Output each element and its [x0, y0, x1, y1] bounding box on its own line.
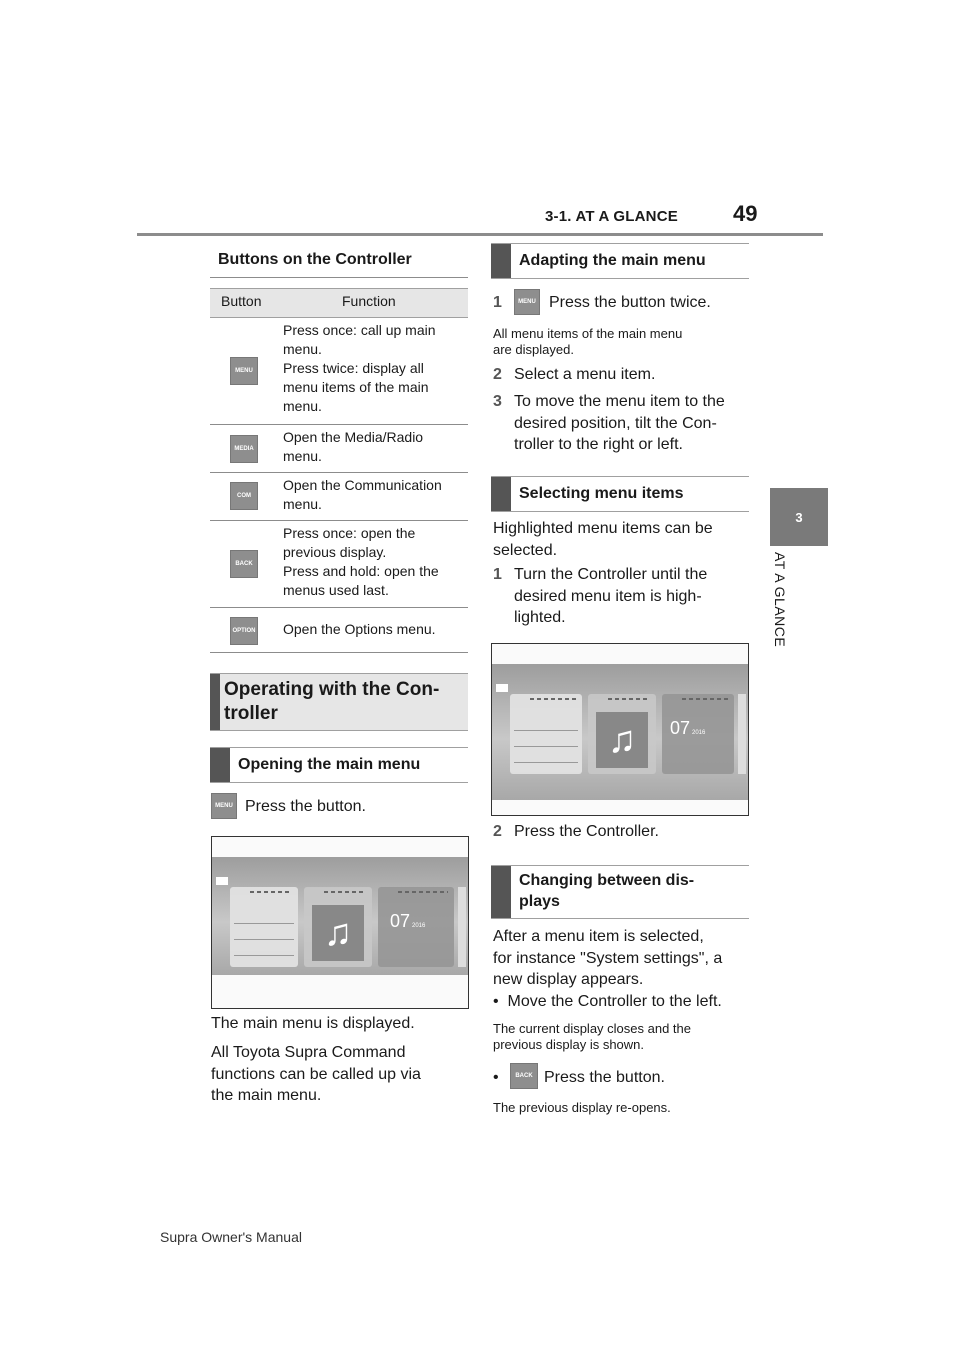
heading-bar: [491, 477, 511, 511]
selecting-intro: Highlighted menu items can be selected.: [493, 520, 713, 559]
adapting-heading: [491, 243, 749, 279]
bullet-note: The current display closes and the previous display is shown.: [493, 1021, 691, 1052]
step-number: 2: [493, 823, 502, 840]
column-header-function: Function: [342, 293, 396, 309]
section-rule: [210, 277, 468, 278]
table-cell-function: Open the Options menu.: [283, 621, 436, 637]
date-year: 2016: [692, 730, 706, 736]
menu-button-icon: MENU: [514, 289, 540, 315]
step-text: Press the button twice.: [549, 294, 711, 311]
back-button-icon: BACK: [230, 550, 258, 578]
opening-title: Opening the main menu: [238, 756, 421, 773]
table-cell-function: Press once: call up main menu. Press twice: display all menu items of the main menu.: [283, 322, 436, 414]
step-number: 1: [493, 566, 502, 583]
heading-bar: [491, 244, 511, 278]
row-divider: [210, 607, 468, 608]
music-note-icon: ♫: [596, 712, 648, 768]
step-number: 2: [493, 366, 502, 383]
date-day: 07: [390, 911, 411, 931]
main-menu-displayed-text: The main menu is displayed.: [211, 1015, 415, 1032]
heading-bar: [491, 866, 511, 918]
bullet-item: • Move the Controller to the left.: [493, 993, 722, 1010]
buttons-section-title: Buttons on the Controller: [218, 251, 412, 268]
row-divider: [210, 424, 468, 425]
step-number: 3: [493, 393, 502, 410]
row-divider: [210, 520, 468, 521]
footer-text: Supra Owner's Manual: [160, 1229, 302, 1245]
selecting-title: Selecting menu items: [519, 485, 684, 502]
com-button-icon: COM: [230, 482, 258, 510]
table-cell-function: Open the Communication menu.: [283, 477, 442, 512]
menu-button-icon: MENU: [211, 793, 237, 819]
changing-heading: [491, 865, 749, 919]
step-text: To move the menu item to the desired position, tilt the Con- troller to the right or left.: [514, 393, 725, 453]
date-year: 2016: [412, 923, 426, 929]
chapter-tab-label: AT A GLANCE: [772, 552, 788, 648]
table-cell-function: Open the Media/Radio menu.: [283, 429, 424, 464]
selecting-heading: [491, 476, 749, 512]
table-cell-function: Press once: open the previous display. Press and hold: open the menus used last.: [283, 525, 439, 598]
row-divider: [210, 472, 468, 473]
menu-grid-icon: [216, 877, 228, 885]
bullet-marker: •: [493, 1069, 499, 1086]
operating-title: Operating with the Con- troller: [224, 679, 440, 724]
header-rule: [137, 233, 823, 236]
date-day: 07: [670, 718, 691, 738]
option-button-icon: OPTION: [230, 617, 258, 645]
adapting-title: Adapting the main menu: [519, 252, 706, 269]
highlighted-menu-screenshot: [491, 643, 749, 816]
changing-intro: After a menu item is selected, for instance "System settings", a new display appears.: [493, 928, 723, 988]
heading-bar: [210, 748, 230, 782]
main-menu-description: All Toyota Supra Command functions can be called up via the main menu.: [211, 1044, 421, 1104]
back-button-icon: BACK: [510, 1063, 538, 1089]
menu-button-icon: MENU: [230, 357, 258, 385]
operating-heading: [210, 673, 468, 731]
main-menu-screenshot: [211, 836, 469, 1009]
media-button-icon: MEDIA: [230, 435, 258, 463]
opening-heading: [210, 747, 468, 783]
row-divider: [210, 652, 468, 653]
step-text: Turn the Controller until the desired menu item is high- lighted.: [514, 566, 708, 626]
bullet-item: Press the button.: [544, 1069, 665, 1086]
step-number: 1: [493, 294, 502, 311]
step-text: Press the Controller.: [514, 823, 659, 840]
chapter-tab-number: 3: [770, 488, 828, 546]
menu-grid-icon: [496, 684, 508, 692]
heading-bar: [210, 674, 220, 730]
page-number: 49: [733, 201, 758, 226]
step-note: All menu items of the main menu are displayed.: [493, 326, 683, 357]
section-title: 3-1. AT A GLANCE: [545, 208, 678, 225]
step-text: Select a menu item.: [514, 366, 656, 383]
changing-title: Changing between dis- plays: [519, 872, 695, 910]
press-button-text: Press the button.: [245, 798, 366, 815]
bullet-note: The previous display re-opens.: [493, 1100, 671, 1115]
music-note-icon: ♫: [312, 905, 364, 961]
column-header-button: Button: [221, 293, 262, 309]
table-header: [210, 288, 468, 318]
